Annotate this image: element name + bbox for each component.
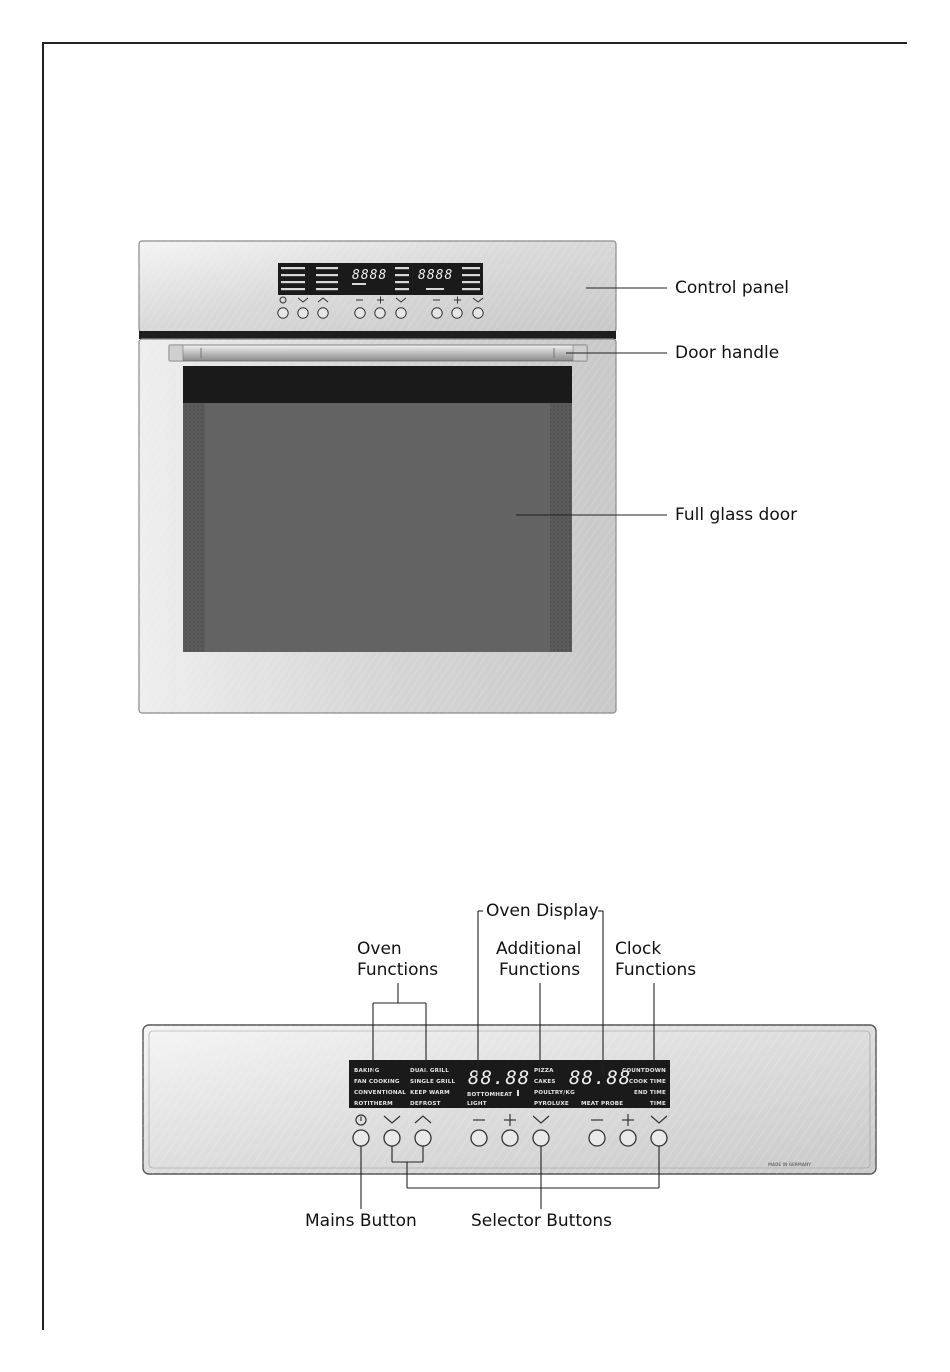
additional-function-selector-button[interactable]: [533, 1130, 549, 1146]
oven-function-label: DEFROST: [410, 1101, 441, 1107]
svg-text:8888: 8888: [418, 268, 454, 283]
clock-display-digits: 88.88: [569, 1067, 632, 1089]
bottomheat-label: BOTTOMHEAT: [467, 1092, 513, 1098]
temperature-minus-button[interactable]: [471, 1130, 487, 1146]
clock-plus-button[interactable]: [620, 1130, 636, 1146]
additional-function-label: PYROLUXE: [534, 1101, 569, 1107]
oven-function-down-button[interactable]: [384, 1130, 400, 1146]
callout-oven-functions-line1: Oven: [357, 939, 402, 959]
meat-probe-label: MEAT PROBE: [581, 1101, 624, 1107]
light-label: LIGHT: [467, 1101, 487, 1107]
oven-display-digits: 88.88: [468, 1067, 531, 1089]
callout-clock-functions-line1: Clock: [615, 939, 662, 959]
clock-function-label: COOK TIME: [629, 1079, 666, 1085]
oven-function-label: KEEP WARM: [410, 1090, 450, 1096]
clock-function-label: END TIME: [634, 1090, 666, 1096]
callout-oven-functions-line2: Functions: [357, 960, 439, 980]
callout-additional-functions-line1: Additional: [496, 939, 582, 959]
callout-full-glass-door: Full glass door: [675, 505, 798, 525]
callout-selector-buttons: Selector Buttons: [471, 1211, 613, 1231]
oven-function-up-button[interactable]: [415, 1130, 431, 1146]
oven-function-label: CONVENTIONAL: [354, 1090, 407, 1096]
callout-oven-display: Oven Display: [486, 901, 599, 921]
mains-button[interactable]: [353, 1130, 369, 1146]
callout-additional-functions-line2: Functions: [499, 960, 581, 980]
callout-control-panel: Control panel: [675, 278, 790, 298]
additional-function-label: CAKES: [534, 1079, 556, 1085]
clock-function-label: TIME: [649, 1101, 666, 1107]
callout-door-handle: Door handle: [675, 343, 780, 363]
oven-function-label: SINGLE GRILL: [410, 1079, 456, 1085]
oven-function-label: FAN COOKING: [354, 1079, 400, 1085]
clock-minus-button[interactable]: [589, 1130, 605, 1146]
callout-mains-button: Mains Button: [305, 1211, 417, 1231]
clock-function-label: COUNTDOWN: [622, 1068, 666, 1074]
clock-function-selector-button[interactable]: [651, 1130, 667, 1146]
oven-function-label: ROTITHERM: [354, 1101, 393, 1107]
svg-text:8888: 8888: [352, 268, 388, 283]
additional-function-label: POULTRY/KG: [534, 1090, 575, 1096]
oven-function-label: BAKING: [354, 1068, 380, 1074]
temperature-plus-button[interactable]: [502, 1130, 518, 1146]
additional-function-label: PIZZA: [534, 1068, 554, 1074]
oven-function-label: DUAL GRILL: [410, 1068, 449, 1074]
callout-clock-functions-line2: Functions: [615, 960, 697, 980]
maker-mark: MADE IN GERMANY: [768, 1162, 812, 1167]
